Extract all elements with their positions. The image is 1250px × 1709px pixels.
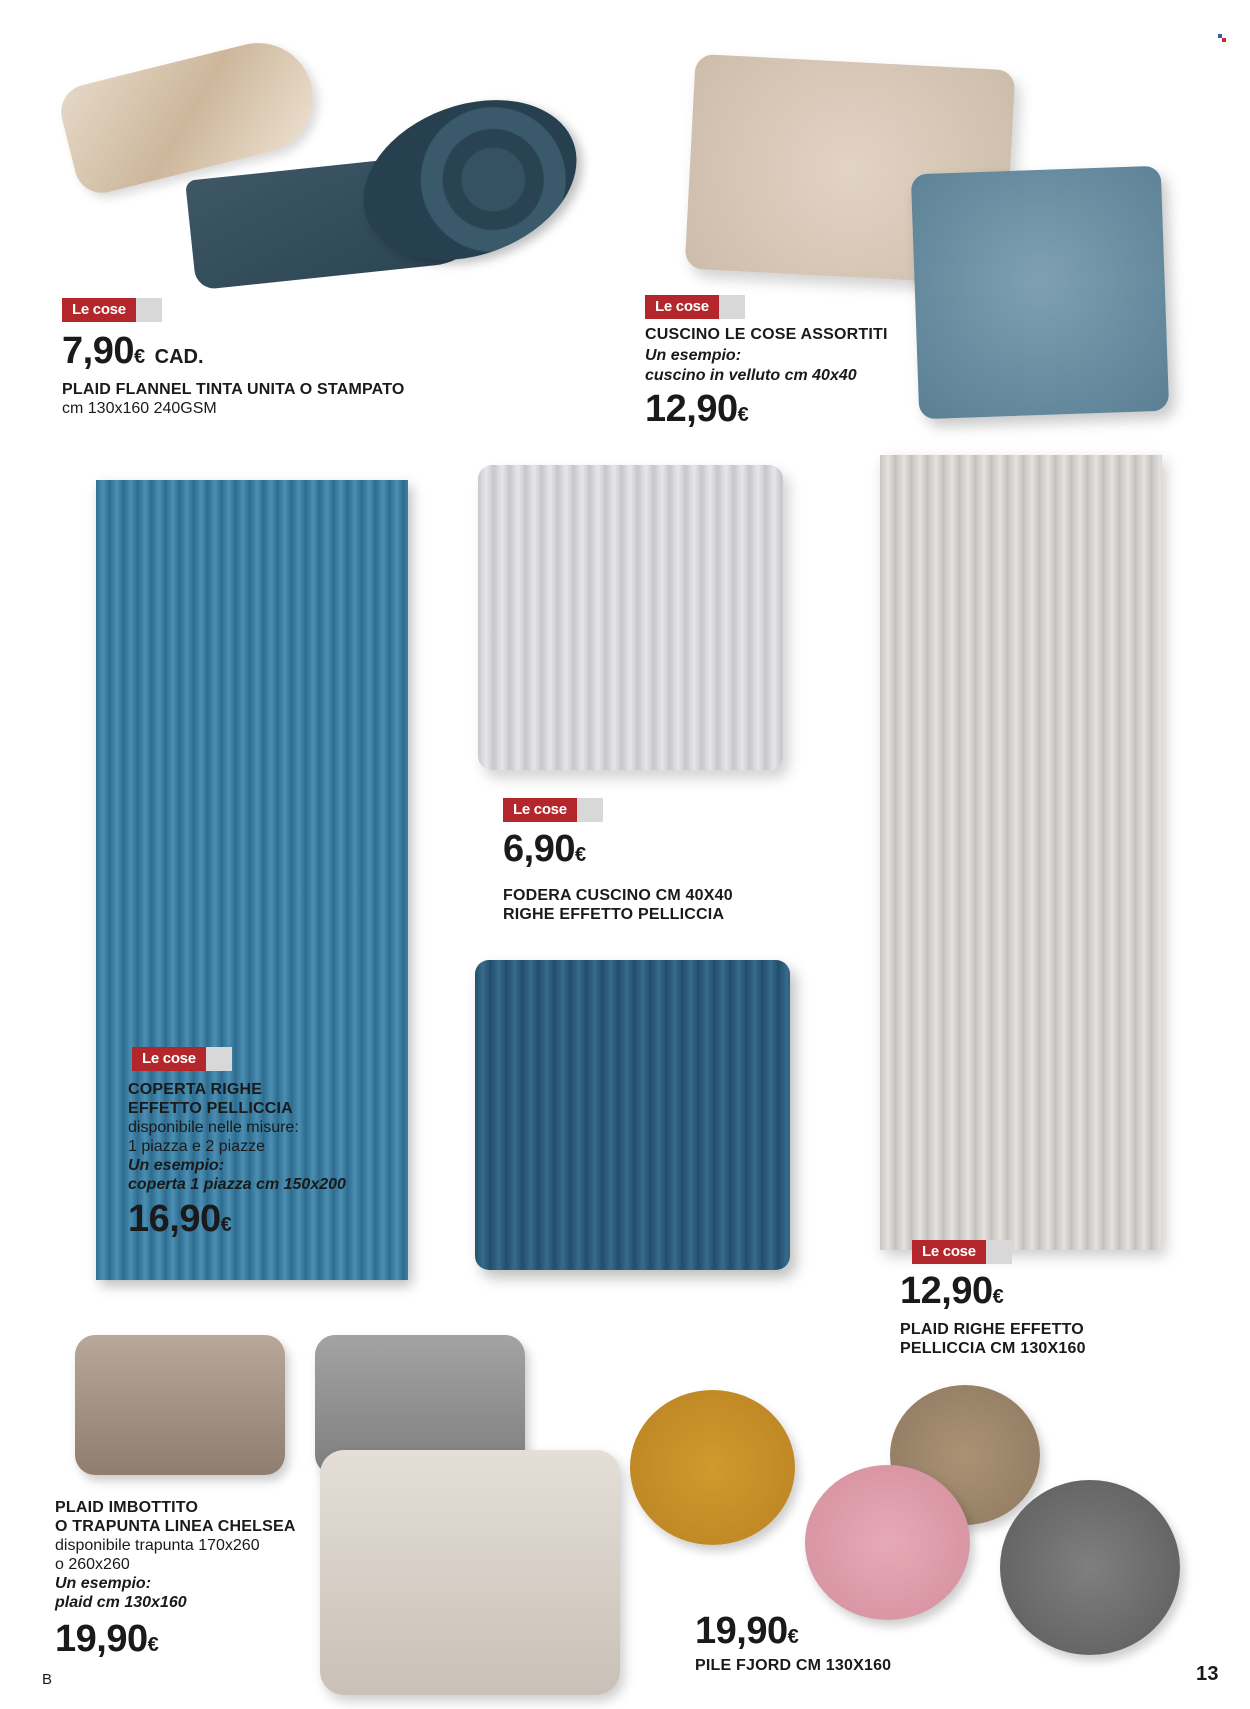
- plaid-righe-image: [880, 455, 1162, 1250]
- plaid-imbottito-detail-2: o 260x260: [55, 1556, 130, 1573]
- pile-fjord-mustard-image: [630, 1390, 795, 1545]
- coperta-righe-title-2: EFFETTO PELLICCIA: [128, 1100, 293, 1117]
- cushion-blue-image: [911, 166, 1169, 420]
- cuscino-assortiti-example: cuscino in velluto cm 40x40: [645, 367, 857, 384]
- cuscino-assortiti-price: 12,90€: [645, 388, 749, 430]
- fodera-cuscino-price: 6,90€: [503, 828, 586, 870]
- plaid-righe-title-1: PLAID RIGHE EFFETTO: [900, 1321, 1084, 1338]
- coperta-righe-detail-2: 1 piazza e 2 piazze: [128, 1138, 265, 1155]
- fodera-cuscino-title-2: RIGHE EFFETTO PELLICCIA: [503, 906, 725, 923]
- plaid-flannel-roll-image: [190, 105, 600, 280]
- brand-badge: Le cose: [62, 298, 162, 322]
- plaid-imbottito-example: plaid cm 130x160: [55, 1594, 187, 1611]
- pile-fjord-title: PILE FJORD CM 130X160: [695, 1657, 892, 1674]
- plaid-righe-title-2: PELLICCIA CM 130X160: [900, 1340, 1086, 1357]
- brand-badge: Le cose: [132, 1047, 232, 1071]
- plaid-righe-price: 12,90€: [900, 1270, 1004, 1312]
- plaid-imbottito-example-label: Un esempio:: [55, 1575, 152, 1592]
- page-number: 13: [1196, 1663, 1219, 1685]
- plaid-imbottito-price: 19,90€: [55, 1618, 159, 1660]
- plaid-imbottito-title-1: PLAID IMBOTTITO: [55, 1499, 199, 1516]
- pile-fjord-price: 19,90€: [695, 1610, 799, 1652]
- plaid-imbottito-title-2: O TRAPUNTA LINEA CHELSEA: [55, 1518, 296, 1535]
- logo-mark: [1218, 34, 1226, 42]
- fodera-cuscino-grey-image: [478, 465, 783, 770]
- page-code: B: [42, 1671, 53, 1688]
- fodera-cuscino-title-1: FODERA CUSCINO CM 40X40: [503, 887, 733, 904]
- pile-fjord-grey-image: [1000, 1480, 1180, 1655]
- pile-fjord-pink-image: [805, 1465, 970, 1620]
- brand-badge: Le cose: [645, 295, 745, 319]
- plaid-imbottito-cream-image: [320, 1450, 620, 1695]
- cuscino-assortiti-title: CUSCINO LE COSE ASSORTITI: [645, 326, 888, 343]
- fodera-cuscino-navy-image: [475, 960, 790, 1270]
- cuscino-assortiti-example-label: Un esempio:: [645, 347, 742, 364]
- plaid-flannel-title: PLAID FLANNEL TINTA UNITA O STAMPATO: [62, 381, 405, 398]
- coperta-righe-detail-1: disponibile nelle misure:: [128, 1119, 299, 1136]
- brand-badge: Le cose: [912, 1240, 1012, 1264]
- coperta-righe-example: coperta 1 piazza cm 150x200: [128, 1176, 346, 1193]
- coperta-righe-example-label: Un esempio:: [128, 1157, 225, 1174]
- plaid-imbottito-brown-image: [75, 1335, 285, 1475]
- plaid-imbottito-detail-1: disponibile trapunta 170x260: [55, 1537, 260, 1554]
- plaid-flannel-price: 7,90€ CAD.: [62, 330, 204, 372]
- coperta-righe-title-1: COPERTA RIGHE: [128, 1081, 263, 1098]
- brand-badge: Le cose: [503, 798, 603, 822]
- plaid-flannel-detail: cm 130x160 240GSM: [62, 400, 217, 417]
- coperta-righe-price: 16,90€: [128, 1198, 232, 1240]
